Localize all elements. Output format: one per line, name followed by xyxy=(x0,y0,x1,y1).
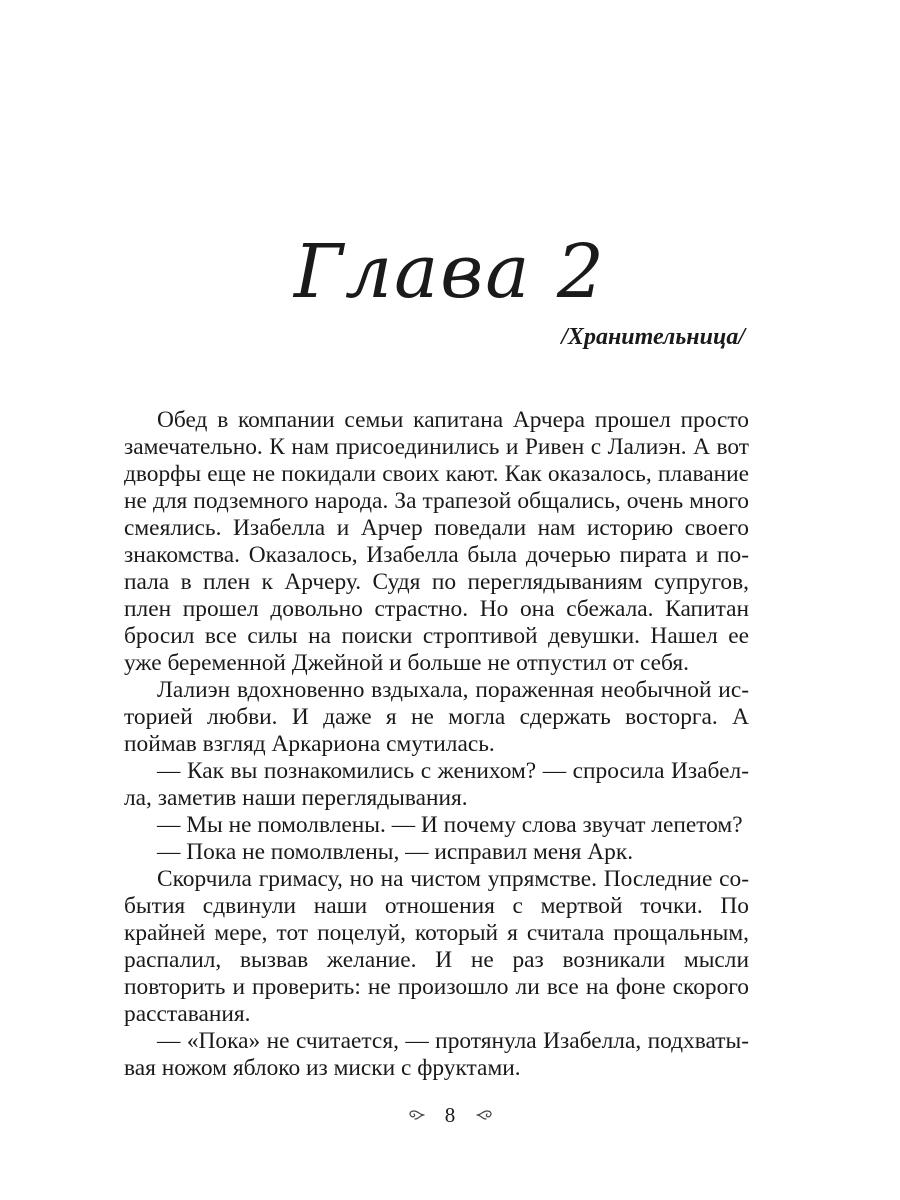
paragraph: — Пока не помолвлены, — исправил меня Арк. xyxy=(157,839,634,865)
chapter-title: Глава 2 xyxy=(293,229,607,315)
body-text xyxy=(124,407,749,1082)
paragraph: — Как вы познакомились с женихом? — спросила Изабелла, заметив наши переглядывания. xyxy=(124,758,749,811)
ornament-swirl-right-icon xyxy=(475,1100,495,1130)
paragraph: — «Пока» не считается, — протянула Изабелла, подхватывая ножом яблоко из миски с фруктами. xyxy=(124,1028,749,1081)
chapter-subtitle: /Хранительница/ xyxy=(561,324,745,350)
paragraph: Обед в компании семьи капитана Арчера прошел просто замечательно. К нам присоединились и Ривен с Лалиэн. А вот дворфы еще не покидали своих кают. Как оказалось, плавание не для подземного народа. За трапезой общались, очень много смеялись. Изабелла и Арчер поведали нам историю своего знакомства. Оказалось, Изабелла была дочерью пирата и попала в плен к Арчеру. Судя по переглядываниям супругов, плен прошел довольно страстно. Но она сбежала. Капитан бросил все силы на поиски строптивой девушки. Нашел ее уже беременной Джейной и больше не отпустил от себя. xyxy=(124,407,749,676)
paragraph: Скорчила гримасу, но на чистом упрямстве. Последние события сдвинули наши отношения с мертвой точки. По крайней мере, тот поцелуй, который я считала прощальным, распалил, вызвав желание. И не раз возникали мысли повторить и проверить: не произошло ли все на фоне скорого расставания. xyxy=(124,866,749,1027)
paragraph: Лалиэн вдохновенно вздыхала, пораженная необычной историей любви. И даже я не могла сдержать восторга. А поймав взгляд Аркариона смутилась. xyxy=(124,677,749,757)
page-footer xyxy=(0,1098,900,1130)
paragraph: — Мы не помолвлены. — И почему слова звучат лепетом? xyxy=(157,812,743,838)
ornament-swirl-left-icon xyxy=(406,1100,426,1130)
page-number: 8 xyxy=(444,1103,456,1128)
